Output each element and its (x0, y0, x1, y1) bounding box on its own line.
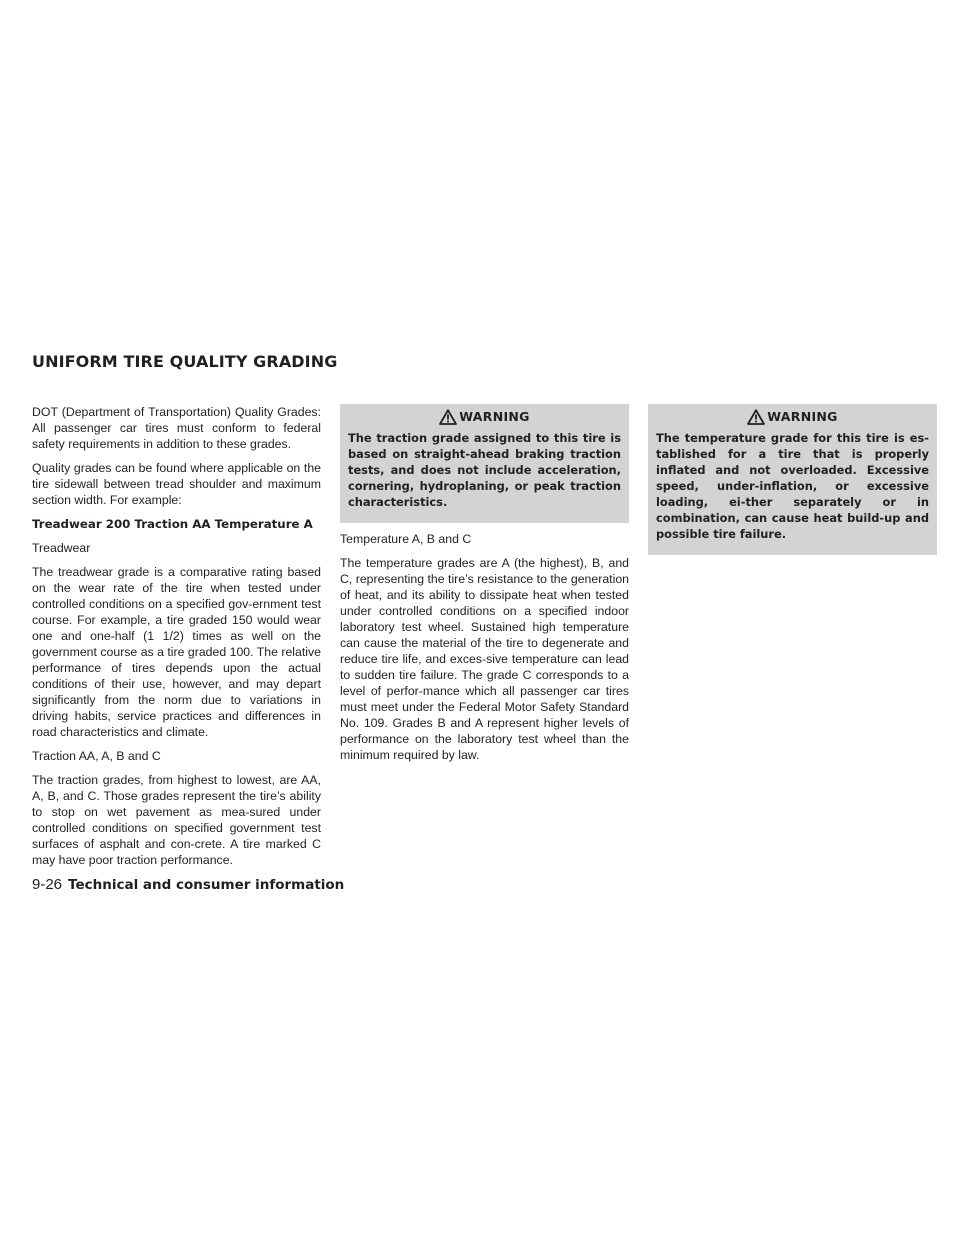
column-3 (648, 404, 937, 563)
intro-paragraph: DOT (Department of Transportation) Quality Grades: All passenger car tires must conform to federal safety requirements in addition to these grades. (32, 405, 321, 451)
temperature-warning-box (648, 404, 937, 555)
traction-paragraph: The traction grades, from highest to lowest, are AA, A, B, and C. Those grades represent the tire’s ability to stop on wet pavement as mea-sured under controlled conditions on specified government test surfaces of asphalt and con-crete. A tire marked C may have poor traction performance. (32, 773, 321, 867)
section-title: UNIFORM TIRE QUALITY GRADING (32, 352, 338, 371)
grade-example: Treadwear 200 Traction AA Temperature A (32, 517, 313, 531)
location-paragraph: Quality grades can be found where applicable on the tire sidewall between tread shoulder and maximum section width. For example: (32, 461, 321, 507)
column-2 (340, 404, 629, 771)
warning-header (648, 404, 937, 430)
warning-triangle-icon (747, 409, 765, 425)
warning-label: WARNING (459, 409, 530, 424)
traction-heading: Traction AA, A, B and C (32, 749, 161, 763)
page-footer (32, 876, 344, 893)
temperature-heading: Temperature A, B and C (340, 532, 472, 546)
warning-text: The temperature grade for this tire is es-tablished for a tire that is properly inflated and not overloaded. Excessive speed, under-inflation, or excessive loading, ei-ther separately or in combination, can cause heat build-up and possible tire failure. (656, 431, 929, 541)
warning-header (340, 404, 629, 430)
column-1 (32, 404, 321, 876)
traction-warning-box (340, 404, 629, 523)
page-number: 9-26 (32, 876, 63, 893)
warning-triangle-icon (439, 409, 457, 425)
warning-label: WARNING (767, 409, 838, 424)
warning-text: The traction grade assigned to this tire is based on straight-ahead braking traction tests, and does not include acceleration, cornering, hydroplaning, or peak traction characteristics. (348, 431, 621, 509)
temperature-paragraph: The temperature grades are A (the highest), B, and C, representing the tire’s resistance to the generation of heat, and its ability to dissipate heat when tested under controlled conditions on a specified indoor laboratory test wheel. Sustained high temperature can cause the material of the tire to degenerate and reduce tire life, and exces-sive temperature can lead to sudden tire failure. The grade C corresponds to a level of perfor-mance which all passenger car tires must meet under the Federal Motor Safety Standard No. 109. Grades B and A represent higher levels of performance on the laboratory test wheel than the minimum required by law. (340, 556, 629, 762)
treadwear-heading: Treadwear (32, 541, 91, 555)
chapter-title: Technical and consumer information (68, 877, 345, 893)
treadwear-paragraph: The treadwear grade is a comparative rating based on the wear rate of the tire when tested under controlled conditions on a specified gov-ernment test course. For example, a tire graded 150 would wear one and one-half (1 1/2) times as well on the government course as a tire graded 100. The relative performance of tires depends upon the actual conditions of their use, however, and may depart significantly from the norm due to variations in driving habits, service practices and differences in road characteristics and climate. (32, 565, 321, 739)
